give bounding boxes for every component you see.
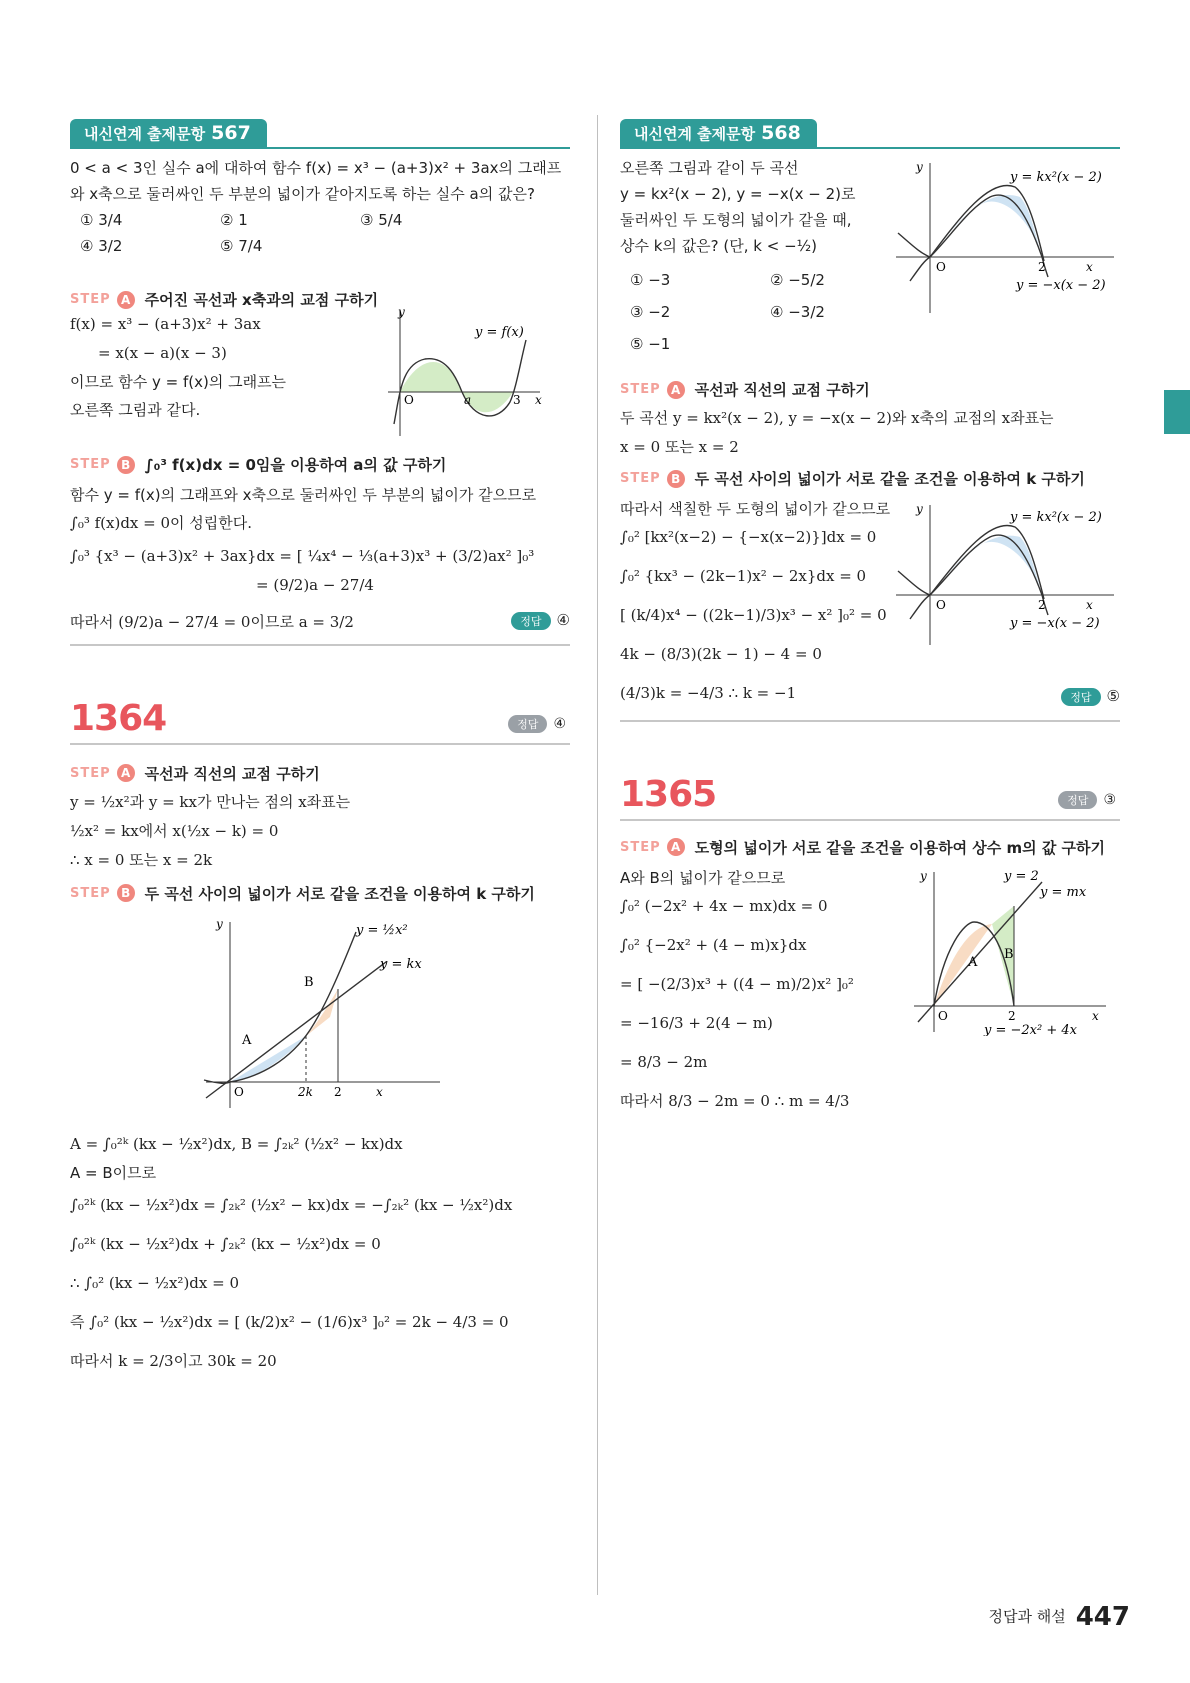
problem-567-choices [70,211,570,255]
parabola-label: y = −x(x − 2) [1016,278,1106,293]
problem-number: 567 [211,122,251,144]
step-a-heading [620,379,1120,400]
parabola-line-graph-1365 [910,866,1110,1036]
solution-line: 오른쪽 그림과 같다. [70,401,201,419]
step-letter: A [667,838,685,856]
step-letter: B [117,884,135,902]
choice-1: ① −3 [630,271,671,289]
region-b-label: B [1004,946,1014,962]
answer-1364 [508,715,566,733]
solution-line: x = 0 또는 x = 2 [620,438,739,456]
solution-line: ∫₀² (−2x² + 4x − mx)dx = 0 [620,896,828,915]
step-a-heading [70,763,570,784]
solution-line: ∫₀² {kx³ − (2k−1)x² − 2x}dx = 0 [620,567,867,585]
question-line: 상수 k의 값은? (단, k < −½) [620,237,818,255]
problem-1364-header [70,698,570,745]
solution-line: ∫₀³ f(x)dx = 0이 성립한다. [70,514,253,532]
solution-line: = −16/3 + 2(4 − m) [620,1013,773,1032]
parabola-label: y = ½x² [356,922,408,938]
step-a-body-1365 [620,864,1120,1124]
problem-567-badge [70,119,267,147]
problem-567-header [70,115,570,149]
question-line: 0 < a < 3인 실수 a에 대하여 함수 f(x) = x³ − (a+3)x² + 3ax의 그래프 [70,159,562,177]
solution-line: ∫₀³ {x³ − (a+3)x² + 3ax}dx = [ ¼x⁴ − ⅓(a+3)x³ + (3/2)ax² ]₀³ [70,547,535,565]
solution-line: 따라서 k = 2/3이고 30k = 20 [70,1351,277,1370]
parabola-label: y = −2x² + 4x [984,1022,1077,1036]
solution-line: 두 곡선 y = kx²(x − 2), y = −x(x − 2)와 x축의 교점의 x좌표는 [620,409,1054,427]
question-line: 오른쪽 그림과 같이 두 곡선 [620,159,799,177]
problem-567-question [70,155,570,207]
solution-line: (4/3)k = −4/3 ∴ k = −1 [620,684,797,702]
solution-line: f(x) = x³ − (a+3)x² + 3ax [70,315,261,333]
solution-line: ∴ ∫₀² (kx − ½x²)dx = 0 [70,1273,239,1292]
cubic-parabola-graph-568 [890,157,1120,317]
solution-line: 따라서 8/3 − 2m = 0 ∴ m = 4/3 [620,1091,850,1110]
answer-value: ④ [553,715,566,732]
parabola-line-graph [200,912,450,1112]
parabola-curve [204,932,356,1083]
step-letter: A [667,381,685,399]
solution-line: 따라서 (9/2)a − 27/4 = 0이므로 a = 3/2 [70,613,354,631]
positive-region [400,362,462,392]
region-a-label: A [242,1032,252,1048]
solution-line: A = B이므로 [70,1163,157,1182]
y-axis-label: y [398,305,405,319]
step-title: 두 곡선 사이의 넓이가 서로 같을 조건을 이용하여 k 구하기 [694,470,1085,488]
solution-line: ½x² = kx에서 x(½x − k) = 0 [70,821,279,840]
parabola-label: y = −x(x − 2) [1010,616,1100,631]
answer-value: ③ [1103,791,1116,808]
line-label: y = mx [1040,884,1087,900]
question-line: 와 x축으로 둘러싸인 두 부분의 넓이가 같아지도록 하는 실수 a의 값은? [70,185,535,203]
origin-label: O [936,598,946,612]
two-label: 2 [334,1084,342,1099]
choice-4: ④ −3/2 [770,303,825,321]
x-axis-label: x [376,1084,383,1099]
badge-label: 내신연계 출제문항 [634,125,756,143]
cubic-parabola-graph-568b [890,499,1120,649]
step-a-body [70,305,570,440]
step-a-heading [620,837,1120,858]
y-equals-2-label: y = 2 [1004,868,1039,884]
step-title: 주어진 곡선과 x축과의 교점 구하기 [144,291,379,309]
step-tag: STEP [620,382,661,397]
line-kx [206,962,386,1098]
side-tab [1164,390,1190,434]
region-b-label: B [304,974,314,990]
step-letter: B [117,456,135,474]
answer-pill: 정답 [1061,688,1100,706]
solution-line: = (9/2)a − 27/4 [256,576,374,594]
problem-number: 568 [761,122,801,144]
a-label: a [464,393,472,407]
origin-label: O [936,260,946,274]
two-label: 2 [1038,260,1046,274]
two-k-label: 2k [298,1084,313,1099]
x-axis-label: x [1086,598,1093,612]
page-number: 447 [1075,1602,1130,1632]
y-axis-label: y [920,868,927,883]
right-column [620,115,1120,1124]
page-footer [989,1602,1131,1632]
solution-line: 이므로 함수 y = f(x)의 그래프는 [70,373,287,391]
solution-line: ∫₀² [kx²(x−2) − {−x(x−2)}]dx = 0 [620,528,877,546]
problem-1365-header [620,774,1120,821]
region-a-label: A [968,954,978,970]
step-tag: STEP [70,457,111,472]
step-title: 곡선과 직선의 교점 구하기 [144,764,320,783]
solution-line: ∫₀²ᵏ (kx − ½x²)dx + ∫₂ₖ² (kx − ½x²)dx = 0 [70,1234,381,1253]
step-letter: A [117,764,135,782]
line-label: y = kx [380,956,422,972]
answer-pill: 정답 [511,612,550,630]
section-rule [70,644,570,646]
origin-label: O [404,393,414,407]
line-mx [918,882,1042,1022]
footer-label: 정답과 해설 [988,1607,1066,1626]
x-axis-label: x [1086,260,1093,274]
left-column [70,115,570,1376]
question-line: 둘러싸인 두 도형의 넓이가 같을 때, [620,211,852,229]
solution-line: [ (k/4)x⁴ − ((2k−1)/3)x³ − x² ]₀² = 0 [620,606,887,624]
step-tag: STEP [70,292,111,307]
step-title: 곡선과 직선의 교점 구하기 [694,381,870,399]
x-axis-label: x [535,393,542,407]
solution-line: 함수 y = f(x)의 그래프와 x축으로 둘러싸인 두 부분의 넓이가 같으므로 [70,486,537,504]
origin-label: O [938,1008,948,1023]
y-axis-label: y [916,160,923,174]
choice-2: ② −5/2 [770,271,825,289]
choice-3: ③ −2 [630,303,671,321]
problem-568-body [620,155,1120,365]
solution-line: = x(x − a)(x − 3) [98,344,227,362]
section-rule [620,720,1120,722]
origin-label: O [234,1084,244,1099]
step-title: 도형의 넓이가 서로 같을 조건을 이용하여 상수 m의 값 구하기 [694,838,1106,857]
choice-3: ③ 5/4 [360,211,403,229]
y-axis-label: y [916,502,923,516]
solution-line: 즉 ∫₀² (kx − ½x²)dx = [ (k/2)x² − (1/6)x³ ]₀² = 2k − 4/3 = 0 [70,1312,509,1331]
step-tag: STEP [70,765,111,781]
problem-568-header [620,115,1120,149]
problem-568-badge [620,119,817,147]
choice-5: ⑤ −1 [630,335,671,353]
problem-number: 1365 [620,773,717,815]
shaded-region [930,536,1042,595]
solution-line: A = ∫₀²ᵏ (kx − ½x²)dx, B = ∫₂ₖ² (½x² − kx)dx [70,1134,403,1153]
step-b-heading [620,468,1120,489]
solution-line: ∴ x = 0 또는 x = 2k [70,850,213,869]
choice-4: ④ 3/2 [80,237,123,255]
step-tag: STEP [70,885,111,901]
problem-number: 1364 [70,697,167,739]
answer-1365 [1058,791,1116,809]
y-axis-label: y [216,916,223,931]
answer-value: ⑤ [1106,687,1120,705]
solution-line: = [ −(2/3)x³ + ((4 − m)/2)x² ]₀² [620,974,854,993]
cubic-graph [380,304,550,440]
step-title: 두 곡선 사이의 넓이가 서로 같을 조건을 이용하여 k 구하기 [144,884,535,903]
question-line: y = kx²(x − 2), y = −x(x − 2)로 [620,185,856,203]
three-label: 3 [513,393,521,407]
step-b-heading [70,454,570,475]
solution-line: y = ½x²과 y = kx가 만나는 점의 x좌표는 [70,792,351,811]
step-tag: STEP [620,471,661,486]
solution-line: 4k − (8/3)(2k − 1) − 4 = 0 [620,645,822,663]
answer-value: ④ [556,611,570,629]
shaded-region [930,195,1042,257]
solution-line: A와 B의 넓이가 같으므로 [620,868,786,887]
cubic-label: y = kx²(x − 2) [1010,170,1102,185]
solution-line: ∫₀²ᵏ (kx − ½x²)dx = ∫₂ₖ² (½x² − kx)dx = −∫₂ₖ² (kx − ½x²)dx [70,1195,513,1214]
choice-1: ① 3/4 [80,211,123,229]
choice-5: ⑤ 7/4 [220,237,263,255]
step-tag: STEP [620,839,661,855]
curve-label: y = f(x) [475,325,524,340]
step-letter: B [667,470,685,488]
badge-label: 내신연계 출제문항 [84,125,206,143]
solution-line: = 8/3 − 2m [620,1052,708,1071]
x-axis-label: x [1092,1008,1099,1023]
answer-pill: 정답 [508,715,547,733]
solution-line: ∫₀² {−2x² + (4 − m)x}dx [620,935,807,954]
choice-2: ② 1 [220,211,248,229]
graph-1364-wrap [70,904,570,1114]
step-title: ∫₀³ f(x)dx = 0임을 이용하여 a의 값 구하기 [144,456,447,474]
step-b-heading [70,883,570,904]
step-b-body-568 [620,495,1120,705]
two-label: 2 [1008,1008,1016,1023]
cubic-label: y = kx²(x − 2) [1010,510,1102,525]
solution-line: 따라서 색칠한 두 도형의 넓이가 같으므로 [620,500,891,518]
column-divider [597,115,598,1595]
two-label: 2 [1038,598,1046,612]
step-letter: A [117,291,135,309]
answer-pill: 정답 [1058,791,1097,809]
